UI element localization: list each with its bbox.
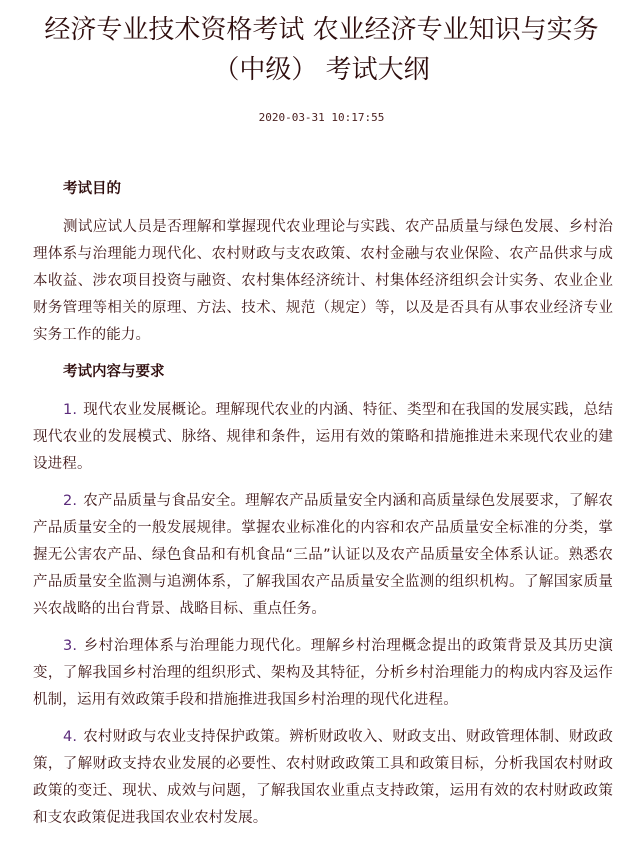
item-number: 1. [63,402,78,418]
content-item-4 [33,724,613,832]
item-text: 现代农业发展概论。理解现代农业的内涵、特征、类型和在我国的发展实践，总结现代农业的发展模式、脉络、规律和条件，运用有效的策略和措施推进未来现代农业的建设进程。 [33,402,613,472]
content-item-3 [33,633,613,714]
item-number: 3. [63,638,78,654]
title-line-1: 经济专业技术资格考试 农业经济专业知识与实务 [44,15,599,45]
item-text: 农村财政与农业支持保护政策。辨析财政收入、财政支出、财政管理体制、财政政策，了解财政支持农业发展的必要性、农村财政政策工具和政策目标，分析我国农村财政政策的变迁、现状、成效与问题，了解我国农业重点支持政策，运用有效的农村财政政策和支农政策促进我国农业农村发展。 [33,729,613,826]
article-body [33,176,613,842]
item-text: 农产品质量与食品安全。理解农产品质量安全内涵和高质量绿色发展要求，了解农产品质量安全的一般发展规律。掌握农业标准化的内容和农产品质量安全标准的分类，掌握无公害农产品、绿色食品和有机食品“三品”认证以及农产品质量安全体系认证。熟悉农产品质量安全监测与追溯体系，了解我国农产品质量安全监测的组织机构。了解国家质量兴农战略的出台背景、战略目标、重点任务。 [33,493,613,617]
title-line-2: （中级） 考试大纲 [213,55,430,85]
section-heading-content: 考试内容与要求 [63,364,165,380]
item-number: 2. [63,493,78,509]
purpose-paragraph: 测试应试人员是否理解和掌握现代农业理论与实践、农产品质量与绿色发展、乡村治理体系与治理能力现代化、农村财政与支农政策、农村金融与农业保险、农产品供求与成本收益、涉农项目投资与融资、农村集体经济统计、村集体经济组织会计实务、农业企业财务管理等相关的原理、方法、技术、规范（规定）等，以及是否具有从事农业经济专业实务工作的能力。 [33,219,613,343]
item-text: 乡村治理体系与治理能力现代化。理解乡村治理概念提出的政策背景及其历史演变，了解我国乡村治理的组织形式、架构及其特征，分析乡村治理能力的构成内容及运作机制，运用有效政策手段和措施推进我国乡村治理的现代化进程。 [33,638,613,708]
section-heading-purpose: 考试目的 [63,181,121,197]
content-item-1 [33,397,613,478]
item-number: 4. [63,729,78,745]
publish-date: 2020-03-31 10:17:55 [258,111,385,124]
content-item-2 [33,488,613,623]
page-title [0,0,643,90]
